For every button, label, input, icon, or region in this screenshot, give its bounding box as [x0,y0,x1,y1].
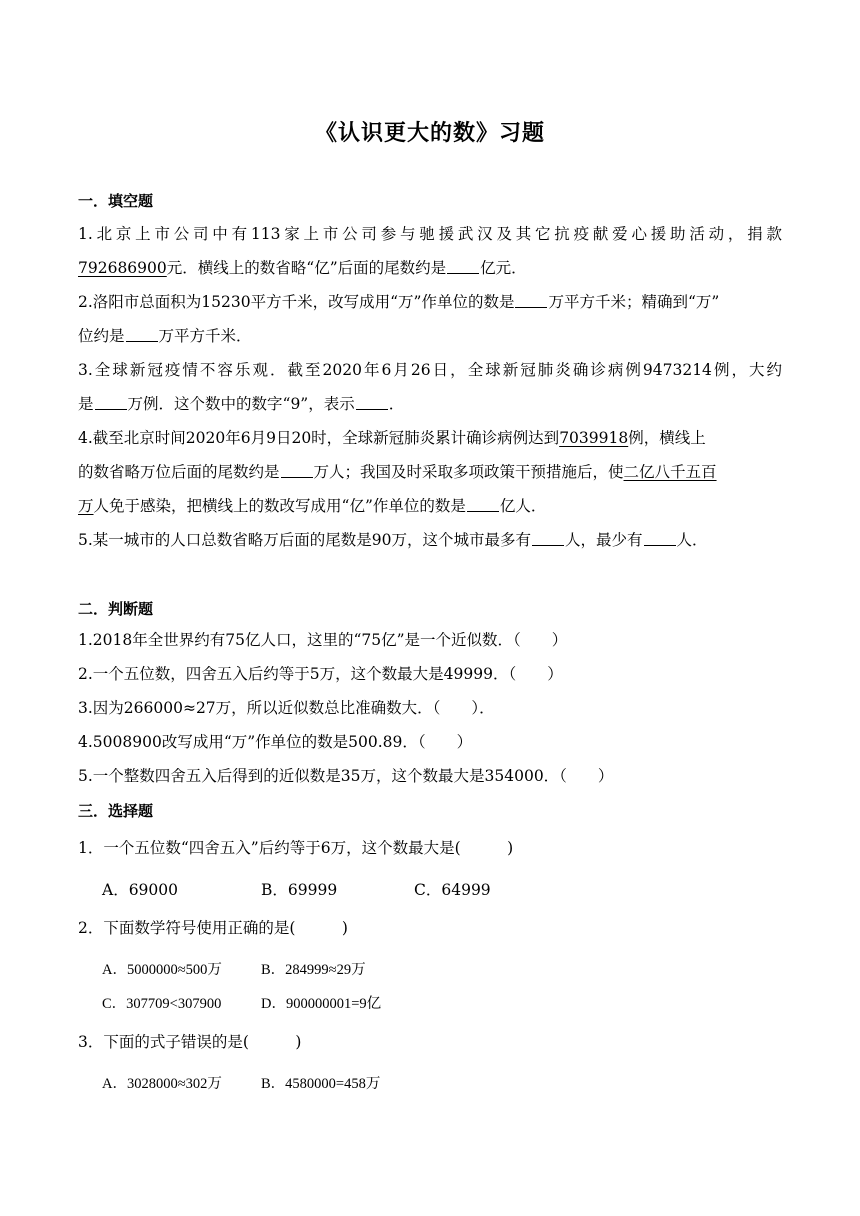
judge-item-3: 3.因为266000≈27万，所以近似数总比准确数大．（ ）． [78,699,495,717]
choice-q3-stem: 3．下面的式子错误的是( ) [78,1033,302,1051]
underlined-number: 7039918 [559,429,629,447]
section-heading-choice: 三．选择题 [78,802,154,820]
section-heading-judge: 二．判断题 [78,600,154,618]
choice-q2-option-d[interactable]: D．900000001=9亿 [261,996,382,1012]
answer-blank[interactable] [356,395,388,410]
underlined-number: 二亿八千五百 [623,463,717,481]
fill-q2-line1: 2.洛阳市总面积为15230平方千米，改写成用“万”作单位的数是 万平方千米；精确到“万” [78,293,720,311]
choice-q3-option-b[interactable]: B．4580000=458万 [261,1076,381,1092]
fill-q2-line2: 位约是 万平方千米． [78,327,252,345]
choice-q2-option-b[interactable]: B．284999≈29万 [261,962,366,978]
choice-q2-option-c[interactable]: C．307709<307900 [102,996,222,1012]
fill-q1-line1: 1.北京上市公司中有113家上市公司参与驰援武汉及其它抗疫献爱心援助活动，捐款 [78,225,782,243]
answer-blank[interactable] [95,395,127,410]
answer-blank[interactable] [644,531,676,546]
fill-q1-line2: 792686900元．横线上的数省略“亿”后面的尾数约是 亿元． [78,259,527,277]
answer-blank[interactable] [126,327,158,342]
fill-q5-line1: 5.某一城市的人口总数省略万后面的尾数是90万，这个城市最多有 人，最少有 人． [78,531,708,549]
answer-blank[interactable] [467,497,499,512]
judge-item-2: 2.一个五位数，四舍五入后约等于5万，这个数最大是49999．（ ） [78,665,563,683]
choice-q1-option-c[interactable]: C．64999 [414,881,491,899]
choice-q2-stem: 2．下面数学符号使用正确的是( ) [78,919,348,937]
fill-q4-line2: 的数省略万位后面的尾数约是 万人；我国及时采取多项政策干预措施后，使二亿八千五百 [78,463,717,481]
answer-blank[interactable] [515,293,547,308]
choice-q3-option-a[interactable]: A．3028000≈302万 [102,1076,222,1092]
page-title: 《认识更大的数》习题 [314,120,545,146]
judge-item-5: 5.一个整数四舍五入后得到的近似数是35万，这个数最大是354000．（ ） [78,767,614,785]
choice-q1-option-a[interactable]: A．69000 [102,881,179,899]
fill-q3-line1: 3.全球新冠疫情不容乐观．截至2020年6月26日，全球新冠肺炎确诊病例9473214例，大约 [78,361,782,379]
answer-blank[interactable] [532,531,564,546]
fill-q4-line3: 万人免于感染，把横线上的数改写成用“亿”作单位的数是 亿人． [78,497,547,515]
judge-item-4: 4.5008900改写成用“万”作单位的数是500.89．（ ） [78,733,473,751]
choice-q2-option-a[interactable]: A．5000000≈500万 [102,962,222,978]
section-heading-fill: 一．填空题 [78,192,154,210]
choice-q1-stem: 1．一个五位数“四舍五入”后约等于6万，这个数最大是( ) [78,839,514,857]
judge-item-1: 1.2018年全世界约有75亿人口，这里的“75亿”是一个近似数．（ ） [78,631,568,649]
underlined-number: 792686900 [78,259,167,277]
answer-blank[interactable] [447,259,479,274]
fill-q3-line2: 是 万例．这个数中的数字“9”，表示 ． [78,395,405,413]
underlined-number: 万 [78,497,94,515]
choice-q1-option-b[interactable]: B．69999 [261,881,338,899]
answer-blank[interactable] [281,463,313,478]
fill-q4-line1: 4.截至北京时间2020年6月9日20时，全球新冠肺炎累计确诊病例达到7039918例，横线上 [78,429,706,447]
